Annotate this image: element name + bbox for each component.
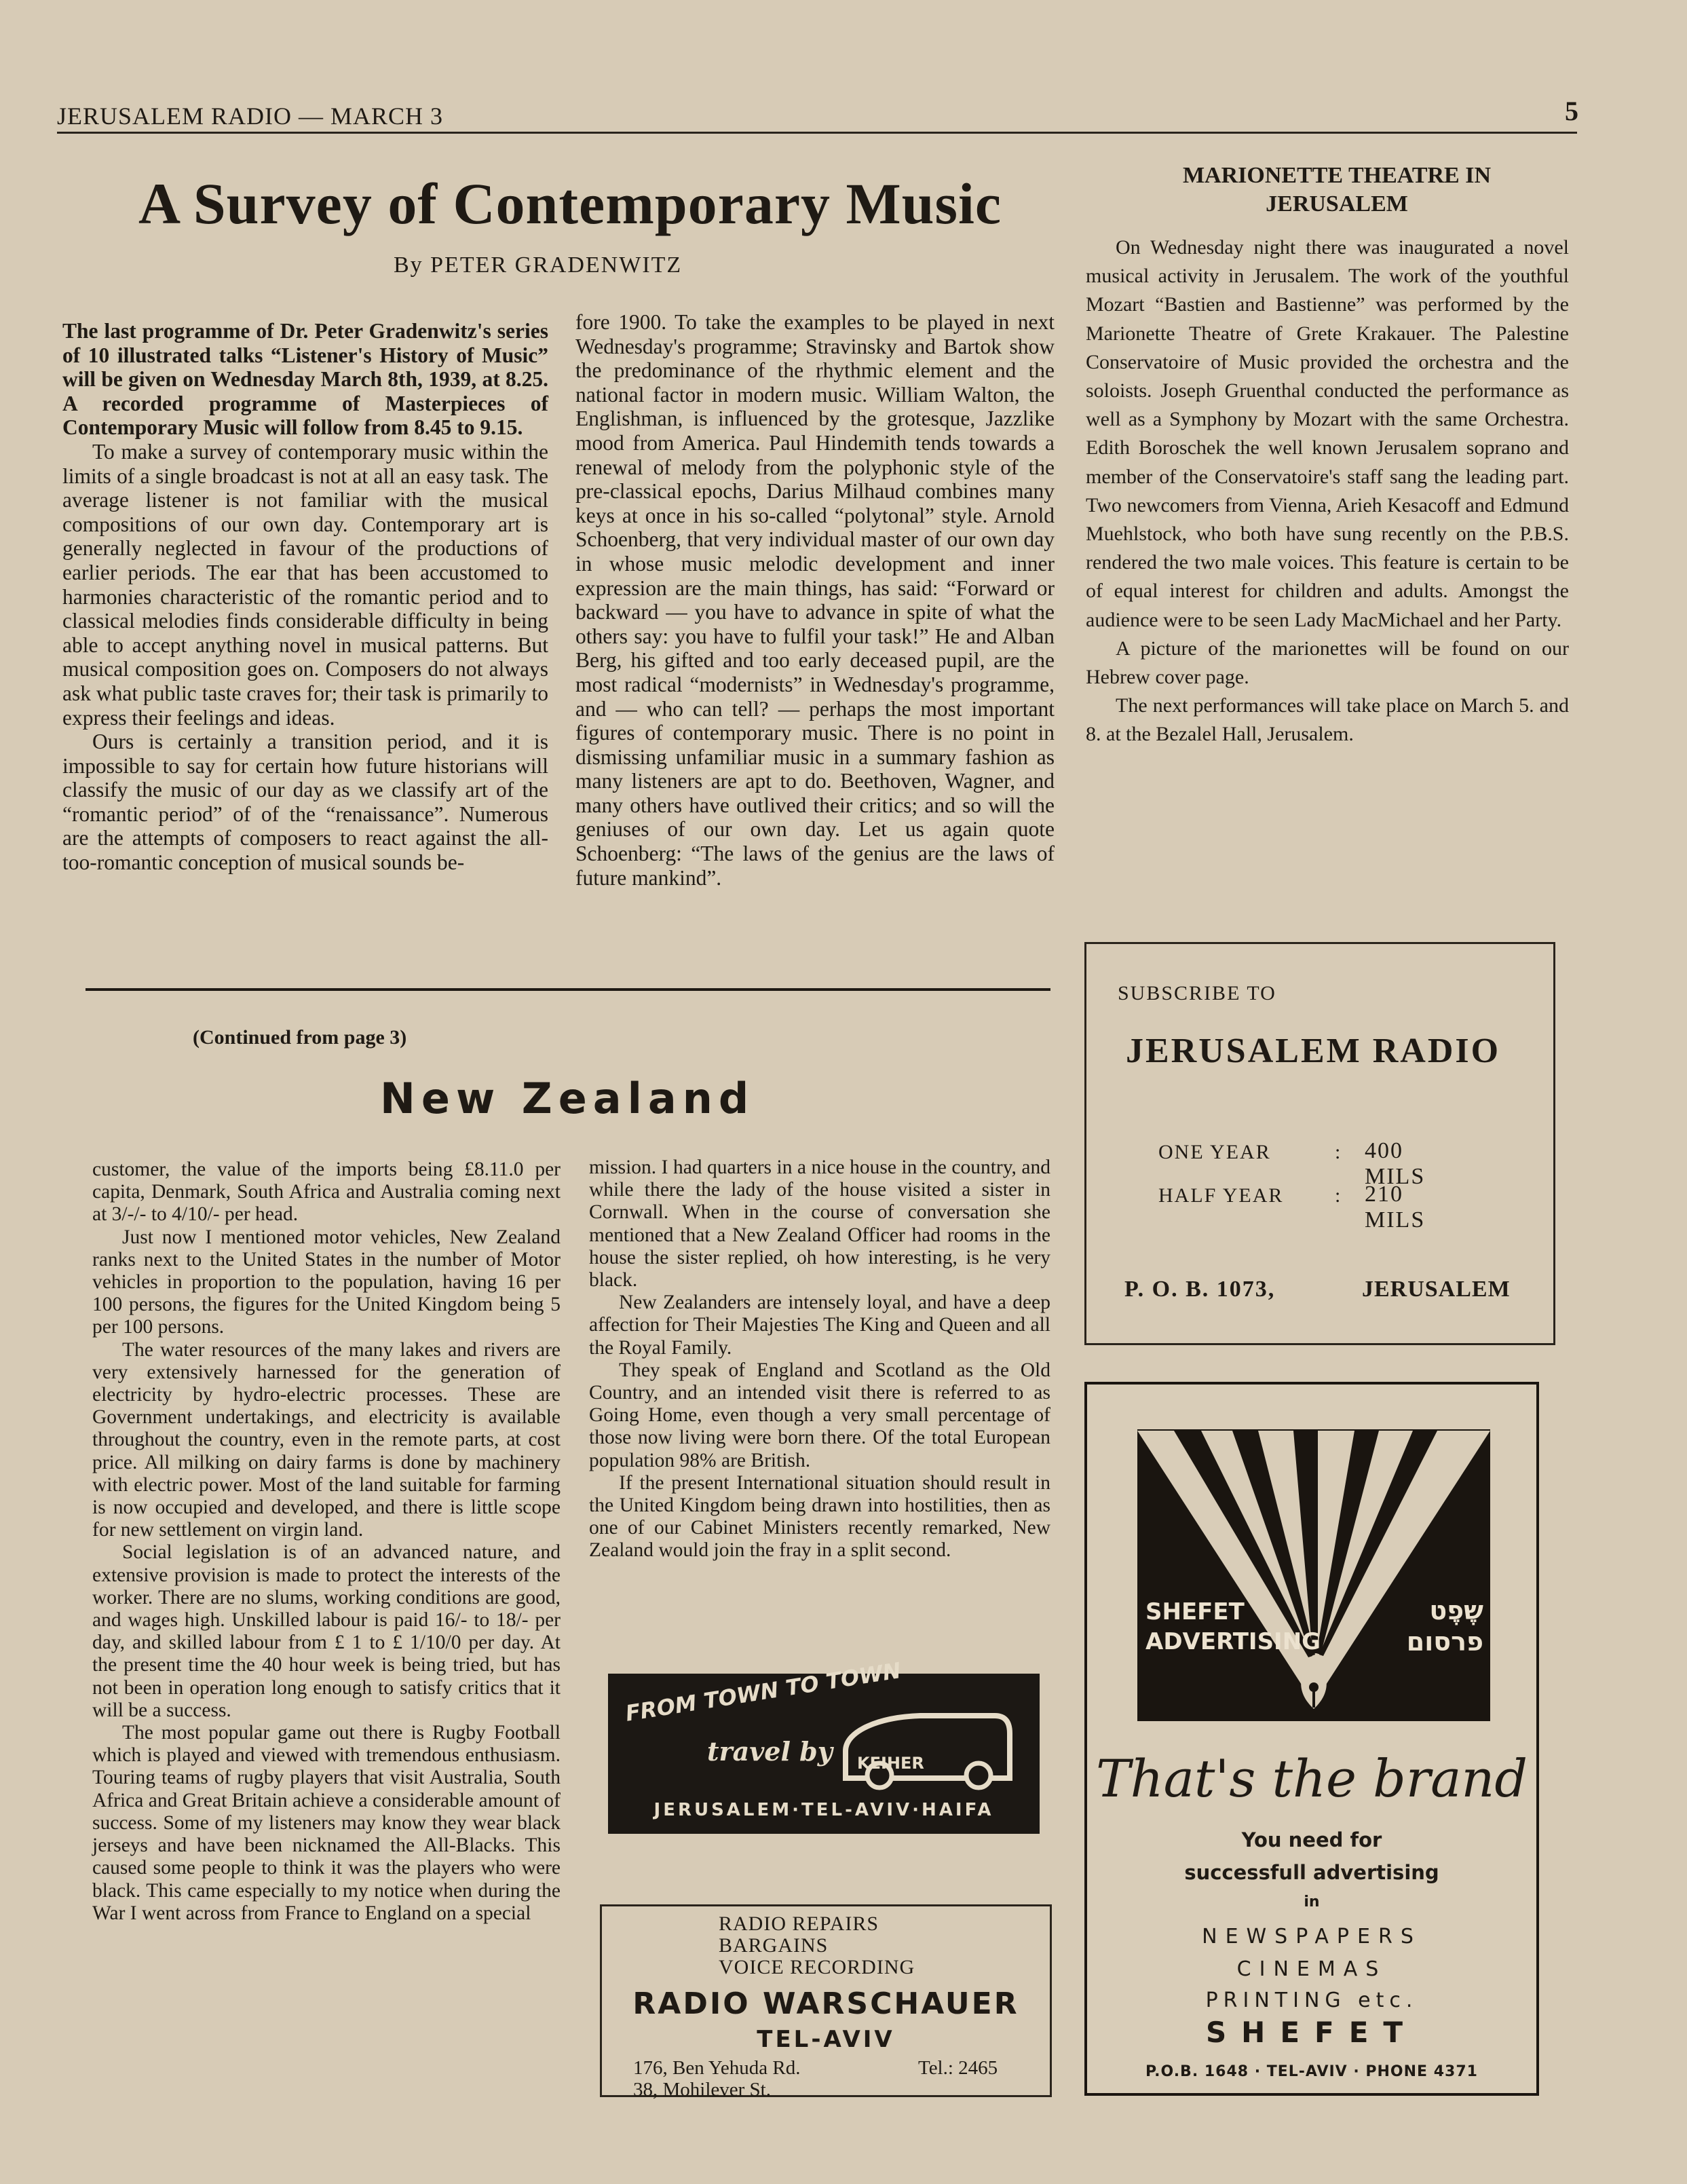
keiher-brand: KEIHER xyxy=(857,1754,924,1773)
marionette-title-line: MARIONETTE THEATRE IN xyxy=(1182,163,1492,188)
shefet-copy-line: successfull advertising xyxy=(1184,1861,1439,1884)
article-title-survey: A Survey of Contemporary Music xyxy=(138,171,1002,236)
subscribe-pob: P. O. B. 1073, xyxy=(1124,1277,1276,1302)
nz-paragraph: customer, the value of the imports being £8.11.0 per capita, Denmark, South Africa and Australia coming next at 3/-/- to 4/10/- per head. xyxy=(92,1159,561,1226)
section-divider xyxy=(86,988,1050,991)
nz-paragraph: Just now I mentioned motor vehicles, New Zealand ranks next to the United States in the number of Motor vehicles in proportion to the population, having 16 per 100 persons, the figures for the United Kingdom being 5 per 100 persons. xyxy=(92,1226,561,1338)
continued-note: (Continued from page 3) xyxy=(193,1026,407,1049)
page-number: 5 xyxy=(1565,96,1578,126)
nz-paragraph: They speak of England and Scotland as the Old Country, and an intended visit there is referred to as Going Home, even though a very small percentage of those now living were born there. Of the total European population 98% are British. xyxy=(589,1359,1050,1471)
nz-paragraph: The water resources of the many lakes and rivers are very extensively harnessed for the generation of electricity by hydro-electric processes. These are Government undertakings, and electricity is available throughout the country, even in the remote parts, at cost price. All milking on dairy farms is done by machinery with electric power. Most of the land suitable for farming is now occupied and developed, and there is little scope for new settlement on virgin land. xyxy=(92,1338,561,1541)
warschauer-services xyxy=(719,1913,915,1978)
warschauer-city: TEL-AVIV xyxy=(757,2026,895,2053)
service-item: VOICE RECORDING xyxy=(719,1956,915,1978)
shefet-name-he: שֶפֶט xyxy=(1429,1596,1483,1625)
shefet-name-en-2: ADVERTISING xyxy=(1145,1628,1321,1655)
nz-paragraph: The most popular game out there is Rugby Football which is played and viewed with tremendous enthusiasm. Touring teams of rugby players that visit Australia, South Africa and Great Britain achieve a considerable amount of success. Some of my listeners may know they wear black jerseys and have been nicknamed the All-Blacks. This caused some people to think it was the players who were black. This came especially to my notice when during the War I went across from France to England on a special xyxy=(92,1722,561,1924)
shefet-name-he-2: פרסום xyxy=(1406,1627,1483,1657)
price-row-half-year xyxy=(1158,1182,1426,1232)
nz-paragraph: New Zealanders are intensely loyal, and have a deep affection for Their Majesties The King and Queen and all the Royal Family. xyxy=(589,1292,1050,1359)
shefet-copy-line: You need for xyxy=(1241,1828,1382,1851)
shefet-copy-line: in xyxy=(1304,1894,1320,1910)
shefet-slogan: That's the brand xyxy=(1095,1748,1528,1809)
shefet-media: CINEMAS xyxy=(1236,1957,1387,1981)
marionette-paragraph: On Wednesday night there was inaugurated a novel musical activity in Jerusalem. The work of the youthful Mozart “Bastien and Bastienne” was performed by the Marionette Theatre of Grete Krakauer. The Palestine Conservatoire of Music provided the orchestra and the soloists. Joseph Gruenthal conducted the performance as well as a Symphony by Mozart with the same Orchestra. Edith Boroschek the well known Jerusalem soprano and member of the Conservatoire's staff sang the leading part. Two newcomers from Vienna, Arieh Kesacoff and Edmund Muehlstock, who both have sung recently on the P.B.S. rendered the two male voices. This feature is certain to be of equal interest for children and adults. Amongst the audience were to be seen Lady MacMichael and her Party. xyxy=(1086,236,1569,631)
warschauer-telephone: Tel.: 2465 xyxy=(918,2057,998,2079)
survey-column-2 xyxy=(575,310,1055,890)
price-value: 400 MILS xyxy=(1365,1138,1426,1189)
running-header: JERUSALEM RADIO — MARCH 3 xyxy=(57,102,444,130)
shefet-brand: SHEFET xyxy=(1205,2016,1418,2049)
marionette-paragraph: A picture of the marionettes will be found on our Hebrew cover page. xyxy=(1086,637,1569,689)
keiher-tagline-2: travel by xyxy=(707,1736,833,1767)
shefet-advertisement xyxy=(1084,1382,1539,2096)
shefet-contact: P.O.B. 1648 · TEL-AVIV · PHONE 4371 xyxy=(1145,2063,1478,2080)
article-title-new-zealand: New Zealand xyxy=(380,1074,755,1123)
service-item: RADIO REPAIRS xyxy=(719,1913,879,1935)
nz-paragraph: Social legislation is of an advanced nature, and extensive provision is made to protect the interests of the worker. There are no slums, working conditions are good, and wages high. Unskilled labour is paid 16/- to 18/- per day, and skilled labour from £ 1 to £ 1/10/0 per day. At the present time the 40 hour week is being tried, but has not been in operation long enough to satisfy critics that it will be a success. xyxy=(92,1541,561,1721)
subscribe-title: JERUSALEM RADIO xyxy=(1126,1032,1501,1070)
warschauer-name: RADIO WARSCHAUER xyxy=(632,1987,1019,2021)
nz-paragraph: mission. I had quarters in a nice house in the country, and while there the lady of the house visited a sister in Cornwall. When in the course of conversation she mentioned that a New Zealand Officer had rooms in the house the sister replied, oh how interesting, is he very black. xyxy=(589,1156,1050,1292)
warschauer-address: 176, Ben Yehuda Rd. xyxy=(633,2057,801,2079)
price-value: 210 MILS xyxy=(1365,1182,1426,1232)
survey-paragraph: fore 1900. To take the examples to be played in next Wednesday's programme; Stravinsky and Bartok show the predominance of the rhythmic element and the national factor in modern music. William Walton, the Englishman, is influenced by the grotesque, Jazzlike mood from America. Paul Hindemith tends towards a renewal of melody from the polyphonic style of the pre-classical epochs, Darius Milhaud combines many keys at once in his so-called “polytonal” style. Arnold Schoenberg, that very individual master of our own day in whose music melodic development and inner expression are the main things, has said: “Forward or backward — you have to advance in spite of what the others say: you have to fulfil your task!” He and Alban Berg, his gifted and too early deceased pupil, are the most radical “modernists” in Wednesday's programme, and — who can tell? — perhaps the most important figures of contemporary music. There is no point in dismissing unfamiliar music in a summary fashion as many listeners are apt to do. Beethoven, Wagner, and many others have outlived their critics; and so will the geniuses of our own day. Let us again quote Schoenberg: “The laws of the genius are the laws of future mankind”. xyxy=(575,310,1055,890)
keiher-routes: JERUSALEM·TEL-AVIV·HAIFA xyxy=(653,1800,994,1820)
article-byline: By PETER GRADENWITZ xyxy=(394,252,683,278)
new-zealand-column-1 xyxy=(92,1159,561,1925)
shefet-media: PRINTING etc. xyxy=(1205,1989,1418,2012)
price-row-one-year xyxy=(1158,1138,1426,1189)
keiher-tagline: FROM TOWN TO TOWN xyxy=(624,1657,903,1727)
price-label: ONE YEAR xyxy=(1158,1141,1271,1163)
price-colon: : xyxy=(1335,1184,1342,1207)
survey-column-1 xyxy=(62,319,548,875)
survey-paragraph: Ours is certainly a transition period, and it is impossible to say for certain how future historians will classify the music of our day as we classify art of the “romantic period” of of the “renaissance”. Numerous are the attempts of composers to react against the all-too-romantic conception of musical sounds be- xyxy=(62,730,548,875)
keiher-advertisement xyxy=(608,1657,1040,1834)
service-item: BARGAINS xyxy=(719,1934,829,1957)
survey-paragraph: To make a survey of contemporary music within the limits of a single broadcast is not at all an easy task. The average listener is not familiar with the musical compositions of our own day. Contemporary art is generally neglected in favour of the productions of earlier periods. The ear that has been accustomed to harmonies characteristic of the romantic period and to classical melodies finds considerable difficulty in being able to accept anything novel in musical patterns. But musical composition goes on. Composers do not always ask what public taste craves for; their task is primarily to express their feelings and ideas. xyxy=(62,439,548,730)
nz-paragraph: If the present International situation should result in the United Kingdom being drawn into hostilities, then as one of our Cabinet Ministers recently remarked, New Zealand would join the fray in a split second. xyxy=(589,1471,1050,1562)
subscribe-city: JERUSALEM xyxy=(1362,1277,1511,1302)
price-colon: : xyxy=(1335,1141,1342,1163)
new-zealand-column-2 xyxy=(589,1156,1050,1562)
price-label: HALF YEAR xyxy=(1158,1184,1284,1207)
subscribe-advertisement xyxy=(1084,942,1555,1345)
subscribe-label: SUBSCRIBE TO xyxy=(1118,982,1276,1004)
shefet-name-en: SHEFET xyxy=(1145,1598,1245,1625)
header-rule xyxy=(57,132,1577,134)
survey-intro: The last programme of Dr. Peter Gradenwitz's series of 10 illustrated talks “Listener's History of Music” will be given on Wednesday March 8th, 1939, at 8.25. A recorded programme of Masterpieces of Contemporary Music will follow from 8.45 to 9.15. xyxy=(62,319,548,440)
article-title-marionette xyxy=(1086,162,1588,219)
marionette-column xyxy=(1086,233,1569,749)
warschauer-advertisement xyxy=(600,1904,1052,2101)
marionette-paragraph: The next performances will take place on March 5. and 8. at the Bezalel Hall, Jerusalem. xyxy=(1086,694,1569,746)
shefet-media: NEWSPAPERS xyxy=(1202,1925,1422,1948)
marionette-title-line: JERUSALEM xyxy=(1266,191,1408,216)
shefet-logo-graphic xyxy=(1087,1385,1542,1744)
bus-icon xyxy=(839,1703,1015,1792)
warschauer-address-2: 38, Mohilever St. xyxy=(633,2079,771,2101)
